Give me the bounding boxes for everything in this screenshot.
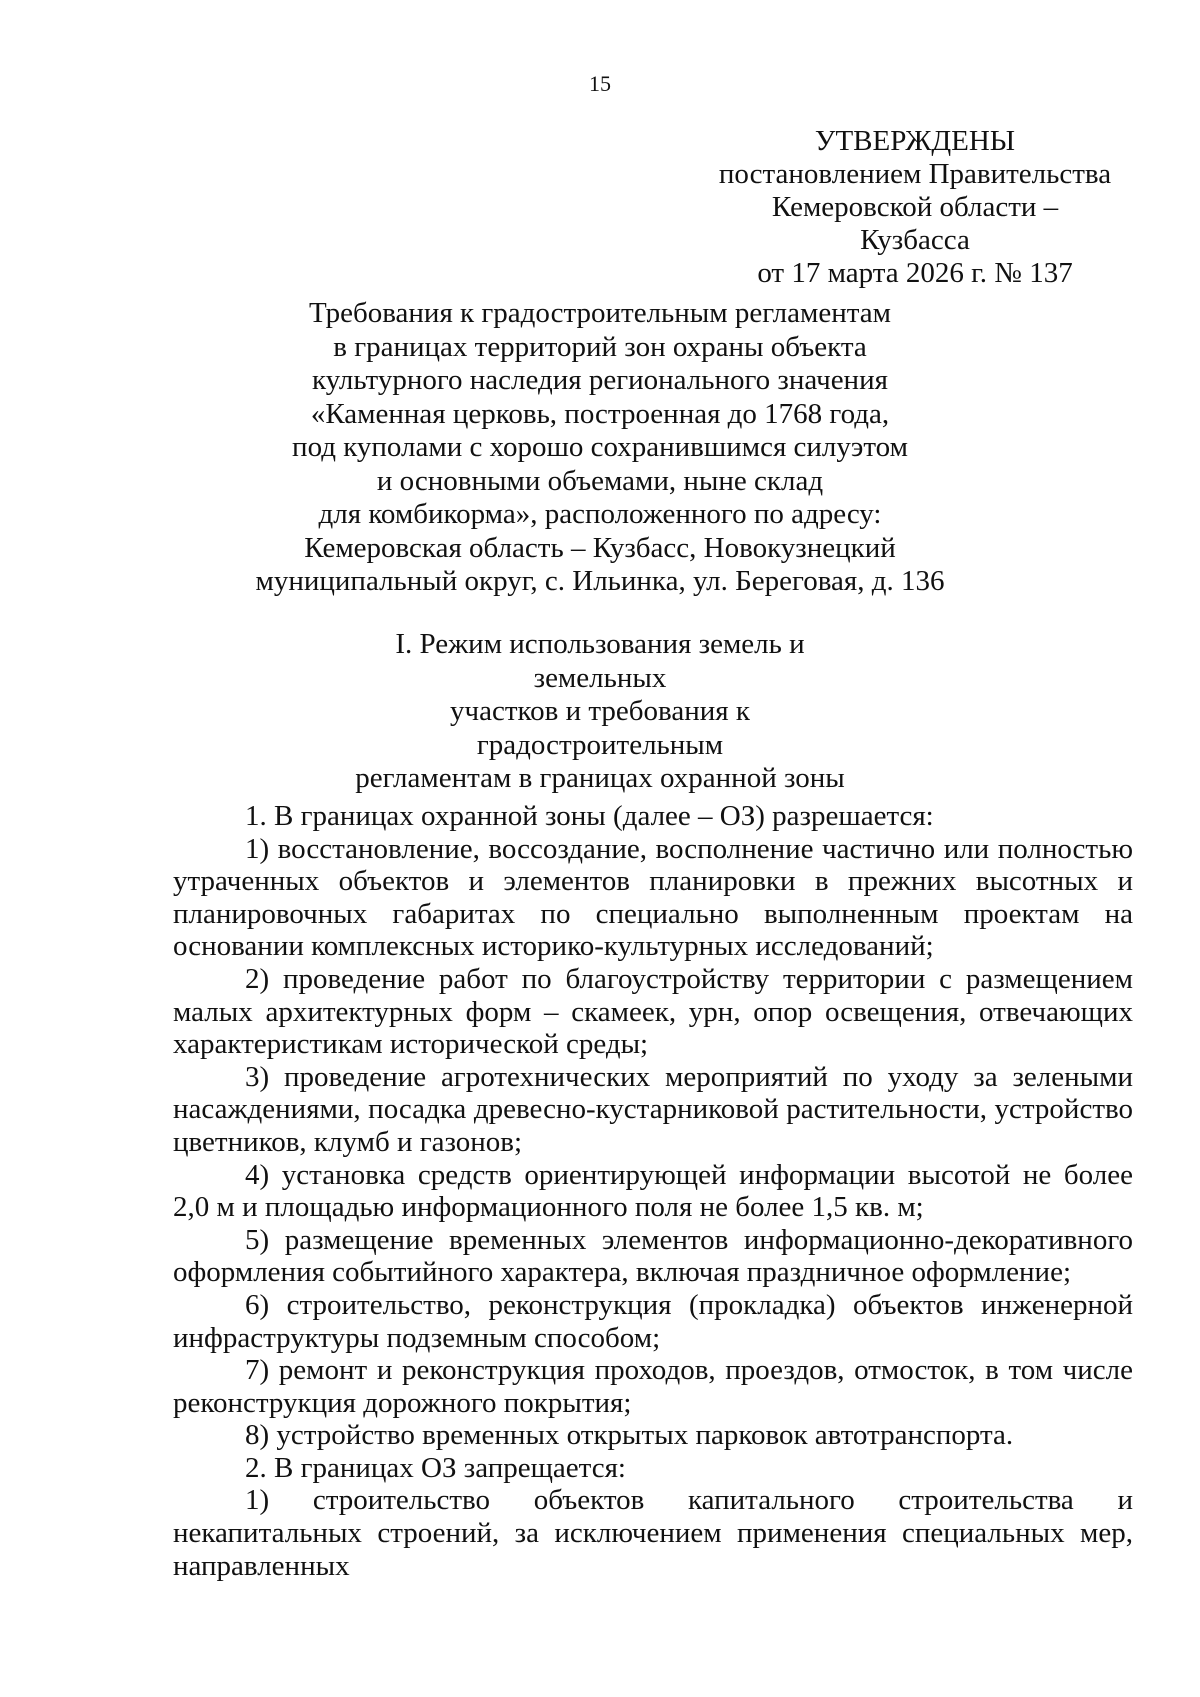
section-heading [330,628,870,796]
title-line: «Каменная церковь, построенная до 1768 года, [310,397,890,430]
section-heading-line: участков и требования к градостроительным [450,695,750,761]
paragraph: 8) устройство временных открытых парковок автотранспорта. [245,1419,1014,1452]
approval-line: постановлением Правительства [718,158,1112,190]
paragraph: 7) ремонт и реконструкция проходов, проездов, отмосток, в том числе реконструкция дорожного покрытия; [173,1354,1133,1419]
title-line: под куполами с хорошо сохранившимся силуэтом [292,431,908,463]
paragraph: 6) строительство, реконструкция (прокладка) объектов инженерной инфраструктуры подземным способом; [173,1288,1133,1354]
paragraph: 1) строительство объектов капитального строительства и некапитальных строений, за исключением применения специальных мер, направленных [173,1484,1133,1582]
title-line: в границах территорий зон охраны объекта [333,330,867,363]
title-line: Требования к градостроительным регламентам [308,297,892,329]
approval-line: УТВЕРЖДЕНЫ [814,125,1016,157]
page-number: 15 [589,71,611,96]
body-text [173,800,1133,1582]
paragraph: 3) проведение агротехнических мероприятий по уходу за зелеными насаждениями, посадка древесно-кустарниковой растительности, устройство цветников, клумб и газонов; [173,1060,1133,1158]
approval-line: от 17 марта 2026 г. № 137 [757,257,1073,289]
title-line: культурного наследия регионального значения [312,364,888,396]
paragraph: 4) установка средств ориентирующей информации высотой не более 2,0 м и площадью информационного поля не более 1,5 кв. м; [173,1158,1133,1224]
section-heading-line: регламентам в границах охранной зоны [355,762,845,794]
paragraph: 2) проведение работ по благоустройству территории с размещением малых архитектурных форм – скамеек, урн, опор освещения, отвечающих характеристикам исторической среды; [173,962,1133,1061]
title-line: Кемеровская область – Кузбасс, Новокузнецкий [304,531,896,564]
paragraph: 5) размещение временных элементов информационно-декоративного оформления событийного характера, включая праздничное оформление; [173,1223,1133,1289]
paragraph: 1. В границах охранной зоны (далее – ОЗ) разрешается: [245,800,934,832]
title-line: для комбикорма», расположенного по адресу: [318,498,882,530]
paragraph: 2. В границах ОЗ запрещается: [245,1451,626,1484]
title-line: и основными объемами, ныне склад [376,464,824,497]
approval-line: Кемеровской области – Кузбасса [771,191,1059,256]
paragraph: 1) восстановление, воссоздание, восполнение частично или полностью утраченных объектов и элементов планировки в прежних высотных и планировочных габаритах по специально выполненным проектам на основании комплексных историко-культурных исследований; [173,832,1133,963]
approval-block [715,125,1115,290]
section-heading-line: I. Режим использования земель и земельных [395,628,805,694]
document-title [230,297,970,599]
title-line: муниципальный округ, с. Ильинка, ул. Береговая, д. 136 [255,565,945,597]
